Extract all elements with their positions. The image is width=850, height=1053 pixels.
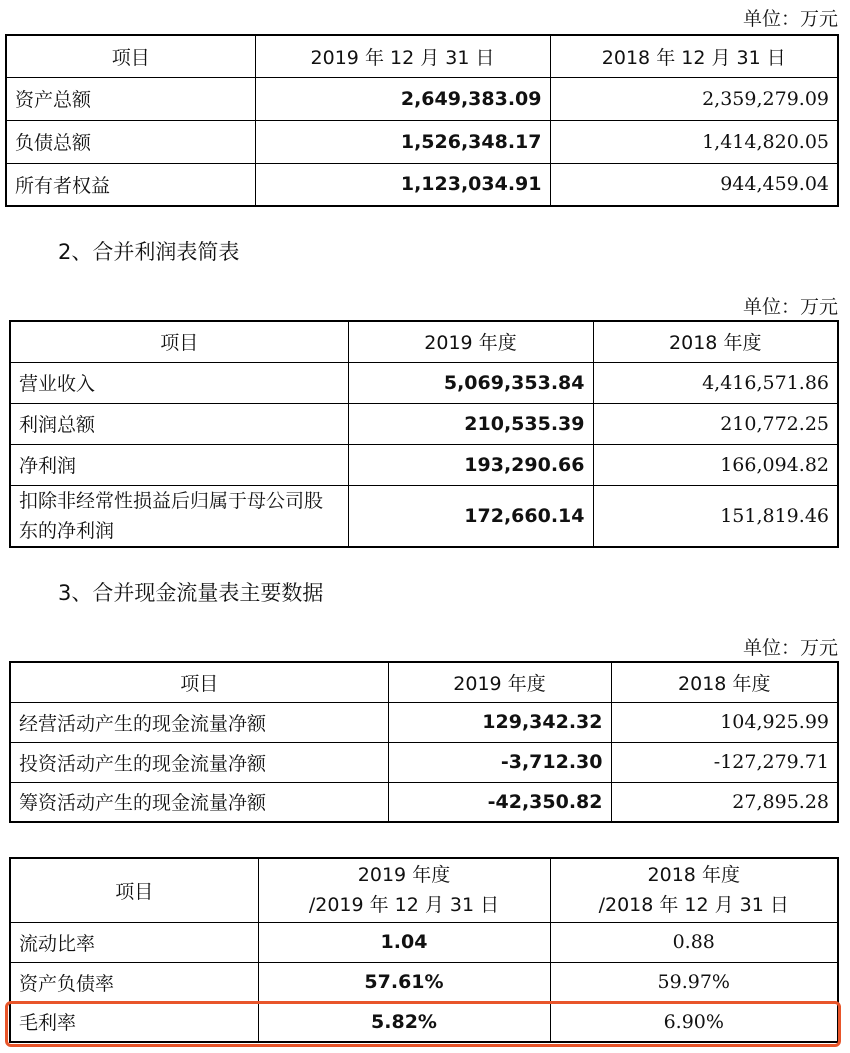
header-2019-line2: /2019 年 12 月 31 日 <box>308 894 500 917</box>
row-label: 毛利率 <box>10 1002 258 1042</box>
value-2018: 6.90% <box>550 1002 838 1042</box>
ratios-table <box>9 857 839 1043</box>
table-row <box>10 922 838 962</box>
section-title-income: 2、合并利润表简表 <box>58 240 240 264</box>
row-label: 流动比率 <box>10 922 258 962</box>
value-2018: 0.88 <box>550 922 838 962</box>
table-row <box>10 485 838 547</box>
header-2019-line1: 2019 年度 <box>357 864 451 887</box>
row-label: 负债总额 <box>6 120 255 163</box>
value-2018: -127,279.71 <box>611 742 838 782</box>
value-2018: 104,925.99 <box>611 702 838 742</box>
value-2019: 1,526,348.17 <box>255 120 550 163</box>
value-2018: 151,819.46 <box>593 485 838 547</box>
value-2018: 166,094.82 <box>593 444 838 485</box>
table-row <box>10 962 838 1002</box>
table-header-row <box>10 321 838 362</box>
header-2019: 2019 年度 <box>348 321 593 362</box>
table-row <box>6 163 838 206</box>
table-row <box>10 403 838 444</box>
row-label: 利润总额 <box>10 403 348 444</box>
table-header-row <box>6 35 838 77</box>
header-2018-line2: /2018 年 12 月 31 日 <box>598 894 789 917</box>
header-item: 项目 <box>6 35 255 77</box>
value-2019: 1,123,034.91 <box>255 163 550 206</box>
value-2019: 172,660.14 <box>348 485 593 547</box>
header-item: 项目 <box>10 858 258 922</box>
value-2019: 5,069,353.84 <box>348 362 593 403</box>
value-2019: -3,712.30 <box>388 742 611 782</box>
row-label: 投资活动产生的现金流量净额 <box>10 742 388 782</box>
table-row <box>10 444 838 485</box>
table-header-row <box>10 662 838 702</box>
balance-sheet-table <box>5 34 839 207</box>
table-row <box>10 782 838 822</box>
value-2019: 193,290.66 <box>348 444 593 485</box>
value-2019: 2,649,383.09 <box>255 77 550 120</box>
row-label: 经营活动产生的现金流量净额 <box>10 702 388 742</box>
row-label: 净利润 <box>10 444 348 485</box>
table-row <box>10 362 838 403</box>
header-item: 项目 <box>10 321 348 362</box>
unit-label-cashflow: 单位：万元 <box>742 637 838 659</box>
value-2019: 129,342.32 <box>388 702 611 742</box>
row-label: 筹资活动产生的现金流量净额 <box>10 782 388 822</box>
value-2018: 2,359,279.09 <box>550 77 838 120</box>
header-2019: 2019 年度 <box>388 662 611 702</box>
header-2018: 2018 年度 <box>611 662 838 702</box>
row-label: 扣除非经常性损益后归属于母公司股东的净利润 <box>10 485 348 547</box>
value-2019: 1.04 <box>258 922 550 962</box>
value-2018: 944,459.04 <box>550 163 838 206</box>
unit-label-balance: 单位：万元 <box>742 8 838 30</box>
header-item: 项目 <box>10 662 388 702</box>
header-2019: 2019 年 12 月 31 日 <box>255 35 550 77</box>
table-row <box>10 1002 838 1042</box>
row-label: 营业收入 <box>10 362 348 403</box>
value-2019: -42,350.82 <box>388 782 611 822</box>
income-statement-table <box>9 320 839 548</box>
value-2018: 59.97% <box>550 962 838 1002</box>
row-label: 资产负债率 <box>10 962 258 1002</box>
table-header-row <box>10 858 838 922</box>
header-2018-line1: 2018 年度 <box>647 864 740 887</box>
header-2019 <box>258 858 550 922</box>
header-2018: 2018 年 12 月 31 日 <box>550 35 838 77</box>
row-label: 所有者权益 <box>6 163 255 206</box>
value-2018: 4,416,571.86 <box>593 362 838 403</box>
value-2019: 57.61% <box>258 962 550 1002</box>
value-2019: 210,535.39 <box>348 403 593 444</box>
value-2019: 5.82% <box>258 1002 550 1042</box>
table-row <box>6 77 838 120</box>
table-row <box>6 120 838 163</box>
value-2018: 1,414,820.05 <box>550 120 838 163</box>
value-2018: 210,772.25 <box>593 403 838 444</box>
table-row <box>10 742 838 782</box>
header-2018 <box>550 858 838 922</box>
row-label: 资产总额 <box>6 77 255 120</box>
section-title-cashflow: 3、合并现金流量表主要数据 <box>58 581 324 605</box>
unit-label-income: 单位：万元 <box>742 296 838 318</box>
table-row <box>10 702 838 742</box>
header-2018: 2018 年度 <box>593 321 838 362</box>
value-2018: 27,895.28 <box>611 782 838 822</box>
cash-flow-table <box>9 661 839 823</box>
